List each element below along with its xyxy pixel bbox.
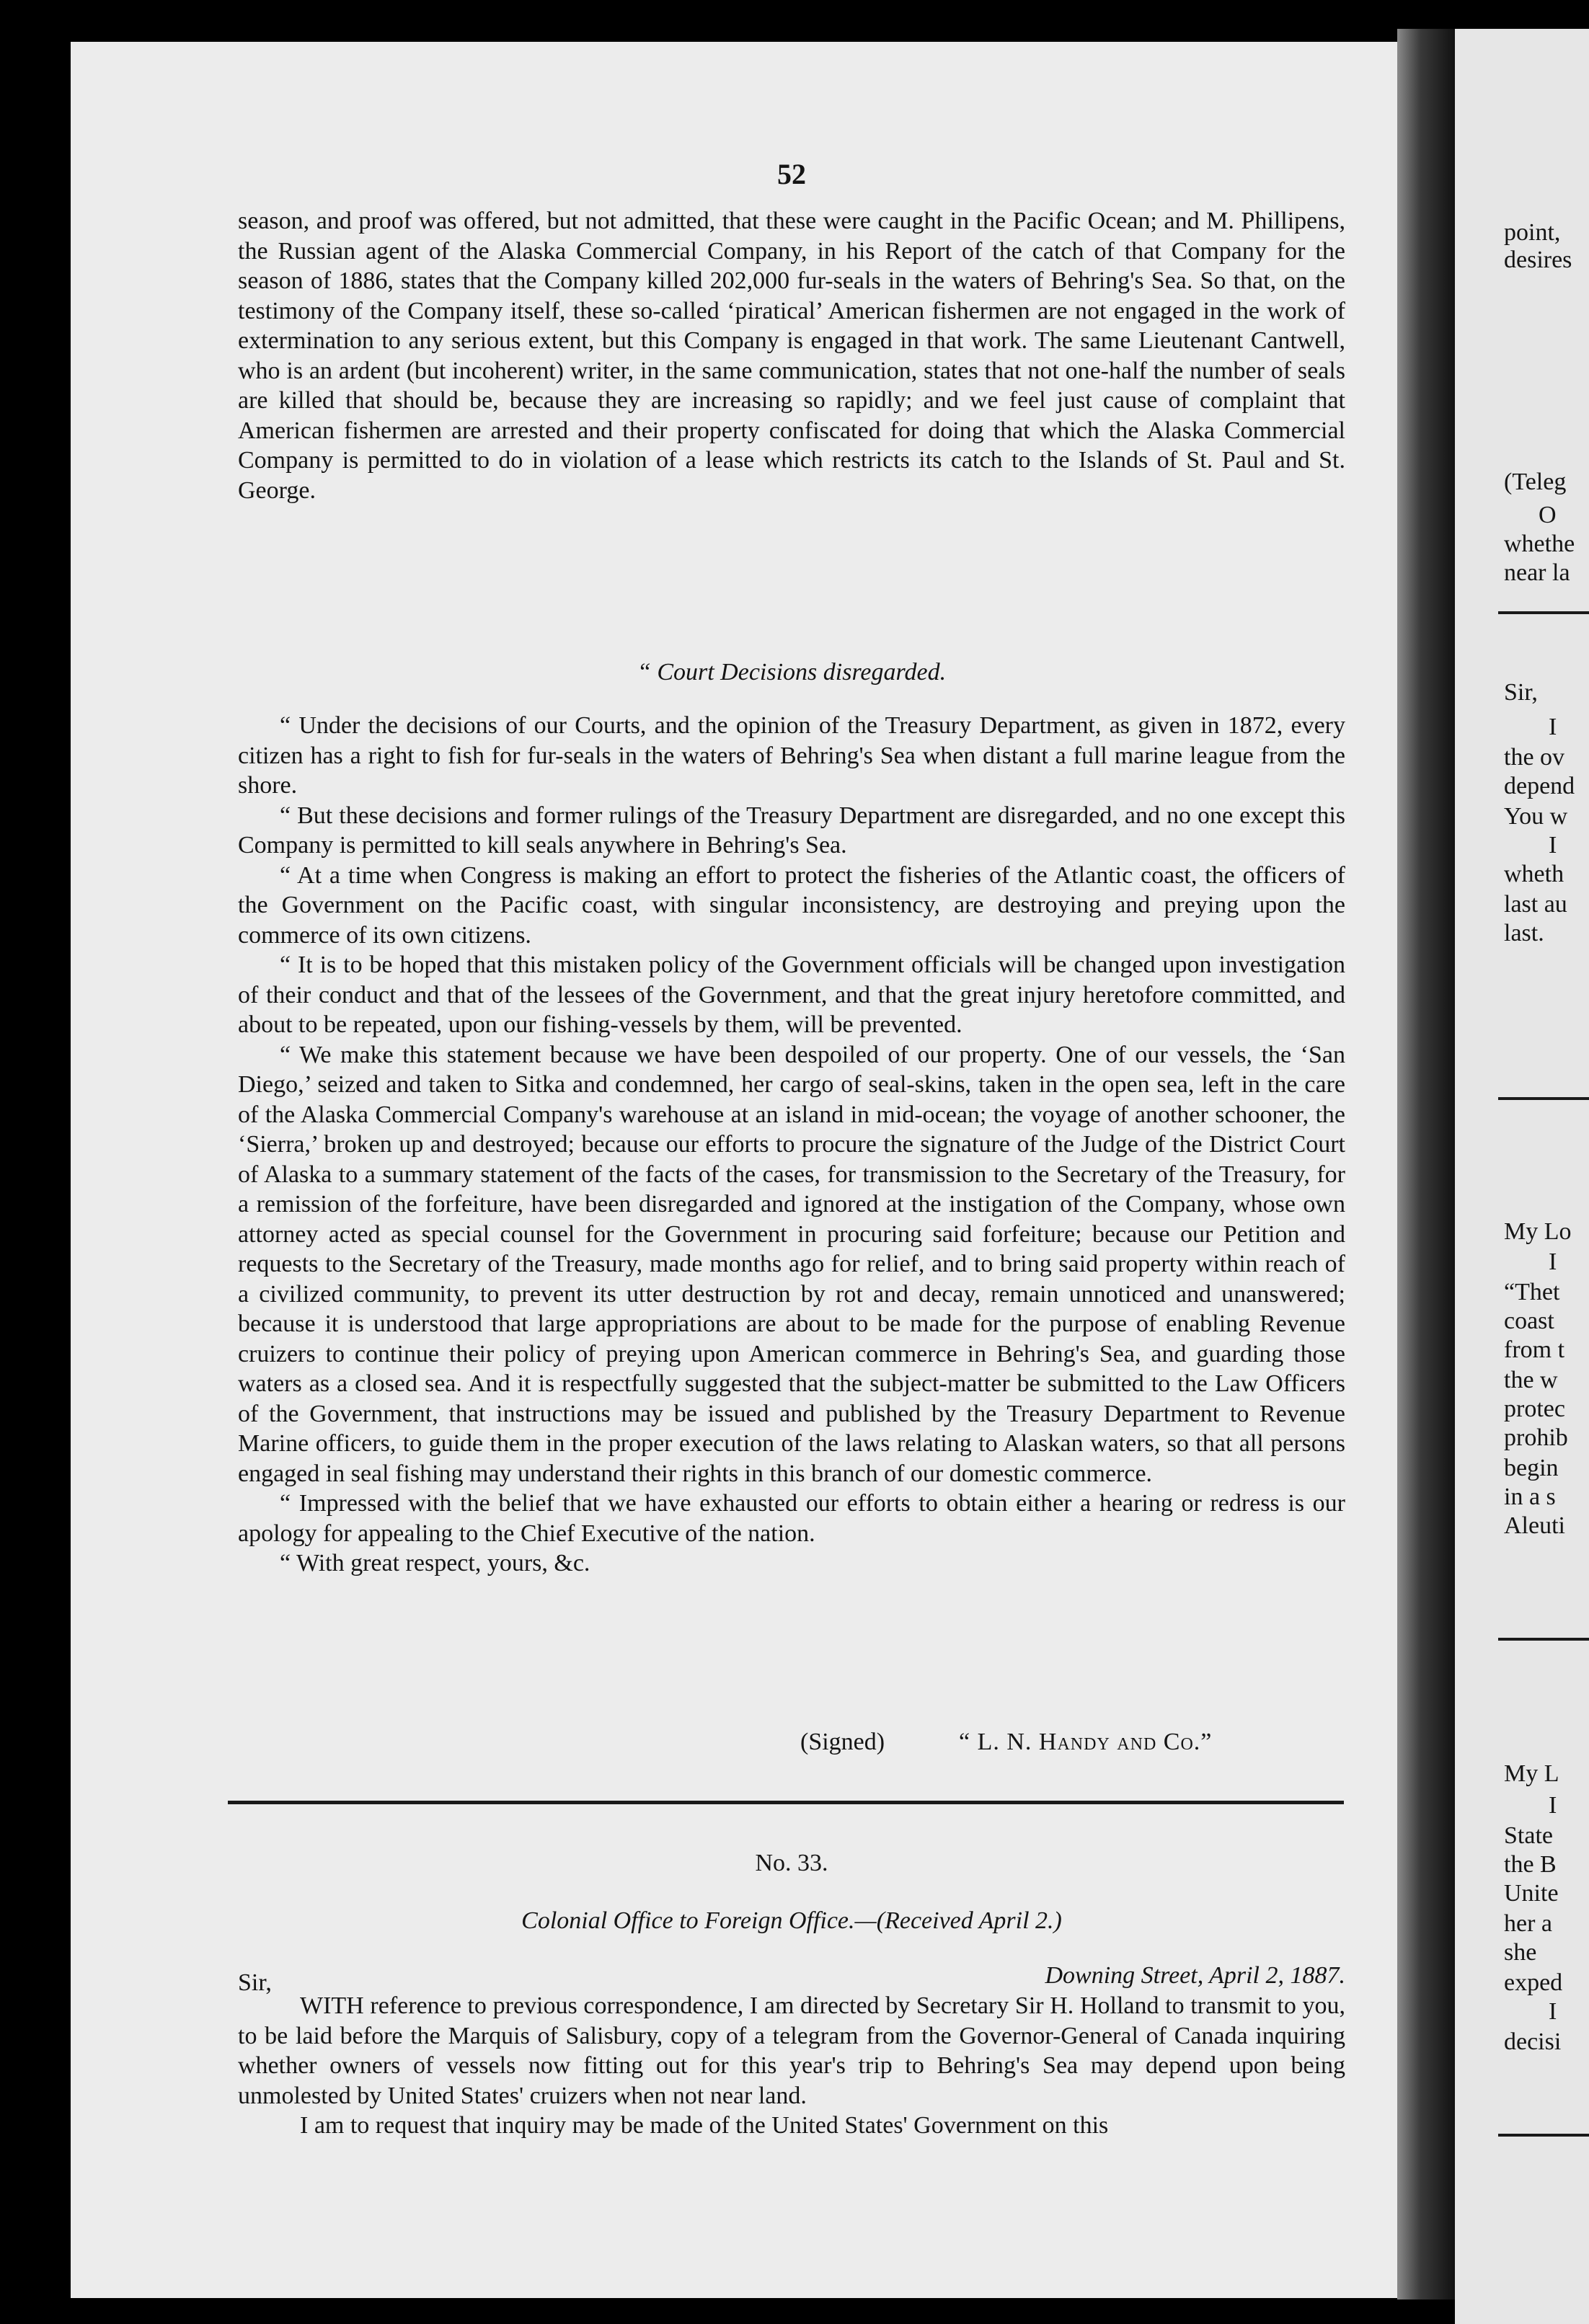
page-number: 52 [777, 158, 806, 190]
adjacent-page-fragment: “Thet [1504, 1279, 1560, 1305]
adjacent-page-fragment: coast [1504, 1308, 1554, 1334]
letter-closing: “ With great respect, yours, &c. [280, 1550, 590, 1576]
adjacent-page-fragment: (Teleg [1504, 469, 1567, 495]
opening-paragraph-block [238, 206, 1345, 505]
adjacent-page-fragment: I [1549, 1249, 1557, 1275]
signed-label: (Signed) [800, 1729, 885, 1755]
adjacent-page-fragment: protec [1504, 1396, 1565, 1422]
dateline: Downing Street, April 2, 1887. [1045, 1962, 1345, 1989]
section-heading: “ Court Decisions disregarded. [637, 659, 947, 686]
adjacent-page-fragment: near la [1504, 559, 1570, 586]
adjacent-page-rule [1498, 1638, 1589, 1641]
letter-paragraph: “ We make this statement because we have been despoiled of our property. One of our vessels, the ‘San Diego,’ seized and taken to Sitka and condemned, her cargo of seal-skins, taken in the open sea, left in the care of the Alaska Commercial Company's warehouse at an island in mid-ocean; the voyage of another schooner, the ‘Sierra,’ broken up and destroyed; because our efforts to procure the signature of the Judge of the District Court of Alaska to a summary statement of the facts of the cases, for transmission to the Secretary of the Treasury, for a remission of the forfeiture, have been disregarded and ignored at the instigation of the Company, whose own attorney acted as special counsel for the Government in procuring said forfeiture; because our Petition and requests to the Secretary of the Treasury, made months ago for relief, and to bring said property within reach of a civilized community, to prevent its utter destruction by rot and decay, remain unnoticed and unanswered; because it is understood that large appropriations are about to be made for the purpose of enabling Revenue cruizers to continue their policy of preying upon American commerce in Behring's Sea, and guarding those waters as a closed sea. And it is respectfully suggested that the subject-matter be submitted to the Law Officers of the Government, that instructions may be issued and published by the Treasury Department to Revenue Marine officers, to guide them in the proper execution of the laws relating to Alaskan waters, so that all persons engaged in seal fishing may understand their rights in this branch of our domestic commerce. [238, 1041, 1345, 1487]
adjacent-page-fragment: whethe [1504, 531, 1575, 557]
letter-paragraph: “ At a time when Congress is making an effort to protect the fisheries of the Atlantic coast, the officers of the Government on the Pacific coast, with singular inconsistency, are destroying and preying upon the commerce of its own citizens. [238, 861, 1345, 949]
adjacent-page-fragment: I [1549, 1792, 1557, 1819]
adjacent-page-rule [1498, 1097, 1589, 1100]
document-number: No. 33. [755, 1850, 828, 1876]
book-gutter-shadow [1397, 29, 1455, 2299]
adjacent-page-rule [1498, 2134, 1589, 2137]
adjacent-page-rule [1498, 611, 1589, 614]
adjacent-page-fragment: Sir, [1504, 679, 1538, 706]
adjacent-page-fragment: last. [1504, 920, 1544, 946]
adjacent-page-fragment: My L [1504, 1760, 1559, 1787]
letter-paragraph: “ But these decisions and former rulings of the Treasury Department are disregarded, and no one except this Company is permitted to kill seals anywhere in Behring's Sea. [238, 802, 1345, 859]
adjacent-page [1455, 29, 1589, 2324]
letter-paragraph: “ Under the decisions of our Courts, and the opinion of the Treasury Department, as given in 1872, every citizen has a right to fish for fur-seals in the waters of Behring's Sea when distant a full marine league from the shore. [238, 712, 1345, 799]
adjacent-page-fragment: the ov [1504, 744, 1565, 771]
adjacent-page-fragment: My Lo [1504, 1218, 1572, 1245]
adjacent-page-fragment: I [1549, 714, 1557, 740]
adjacent-page-fragment: decisi [1504, 2028, 1562, 2055]
adjacent-page-fragment: You w [1504, 803, 1568, 830]
letter-body [238, 711, 1345, 1579]
adjacent-page-fragment: begin [1504, 1455, 1559, 1481]
adjacent-page-fragment: O [1539, 502, 1557, 528]
document-page [71, 42, 1397, 2298]
adjacent-page-fragment: prohib [1504, 1424, 1568, 1451]
adjacent-page-fragment: Unite [1504, 1880, 1559, 1907]
adjacent-page-fragment: point, [1504, 219, 1561, 246]
adjacent-page-fragment: in a s [1504, 1483, 1556, 1510]
opening-paragraph: season, and proof was offered, but not admitted, that these were caught in the Pacific Ocean; and M. Phillipens, the Russian agent of the Alaska Commercial Company, in his Report of the catch of that Company for the season of 1886, states that the Company killed 202,000 fur-seals in the waters of Behring's Sea. So that, on the testimony of the Company itself, these so-called ‘piratical’ American fishermen are not engaged in the work of extermination to any serious extent, but this Company is engaged in that work. The same Lieutenant Cantwell, who is an ardent (but incoherent) writer, in the same communication, states that not one-half the number of seals are killed that should be, because they are increasing so rapidly; and we feel just cause of complaint that American fishermen are arrested and their property confiscated for doing that which the Alaska Commercial Company is permitted to do in violation of a lease which restricts its catch to the Islands of St. Paul and St. George. [238, 208, 1345, 504]
document-subtitle: Colonial Office to Foreign Office.—(Received April 2.) [521, 1907, 1062, 1934]
second-letter-paragraph: WITH reference to previous correspondence, I am directed by Secretary Sir H. Holland to transmit to you, to be laid before the Marquis of Salisbury, copy of a telegram from the Governor-General of Canada inquiring whether owners of vessels now fitting out for this year's trip to Behring's Sea may depend upon being unmolested by United States' cruizers when not near land. [238, 1992, 1345, 2109]
adjacent-page-fragment: depend [1504, 773, 1575, 799]
letter-paragraph: “ Impressed with the belief that we have exhausted our efforts to obtain either a hearing or redress is our apology for appealing to the Chief Executive of the nation. [238, 1490, 1345, 1547]
adjacent-page-fragment: I [1549, 832, 1557, 859]
letter-paragraph: “ It is to be hoped that this mistaken policy of the Government officials will be changed upon investigation of their conduct and that of the lessees of the Government, and that the great injury heretofore committed, and about to be repeated, upon our fishing-vessels by them, will be prevented. [238, 952, 1345, 1038]
second-letter-paragraph: I am to request that inquiry may be made of the United States' Government on this [300, 2112, 1109, 2139]
adjacent-page-fragment: her a [1504, 1910, 1553, 1937]
signer-name: “ L. N. Handy and Co.” [959, 1729, 1213, 1755]
salutation: Sir, [238, 1969, 272, 1996]
adjacent-page-fragment: Aleuti [1504, 1512, 1565, 1539]
adjacent-page-fragment: I [1549, 1998, 1557, 2025]
section-divider [228, 1801, 1344, 1804]
adjacent-page-fragment: the w [1504, 1367, 1558, 1393]
adjacent-page-fragment: the B [1504, 1851, 1557, 1878]
adjacent-page-fragment: she [1504, 1939, 1537, 1966]
adjacent-page-fragment: last au [1504, 891, 1567, 918]
adjacent-page-fragment: State [1504, 1822, 1553, 1849]
adjacent-page-fragment: desires [1504, 247, 1572, 273]
adjacent-page-fragment: wheth [1504, 861, 1564, 887]
adjacent-page-fragment: from t [1504, 1336, 1565, 1363]
adjacent-page-fragment: exped [1504, 1969, 1563, 1996]
second-letter-body [238, 1991, 1345, 2141]
